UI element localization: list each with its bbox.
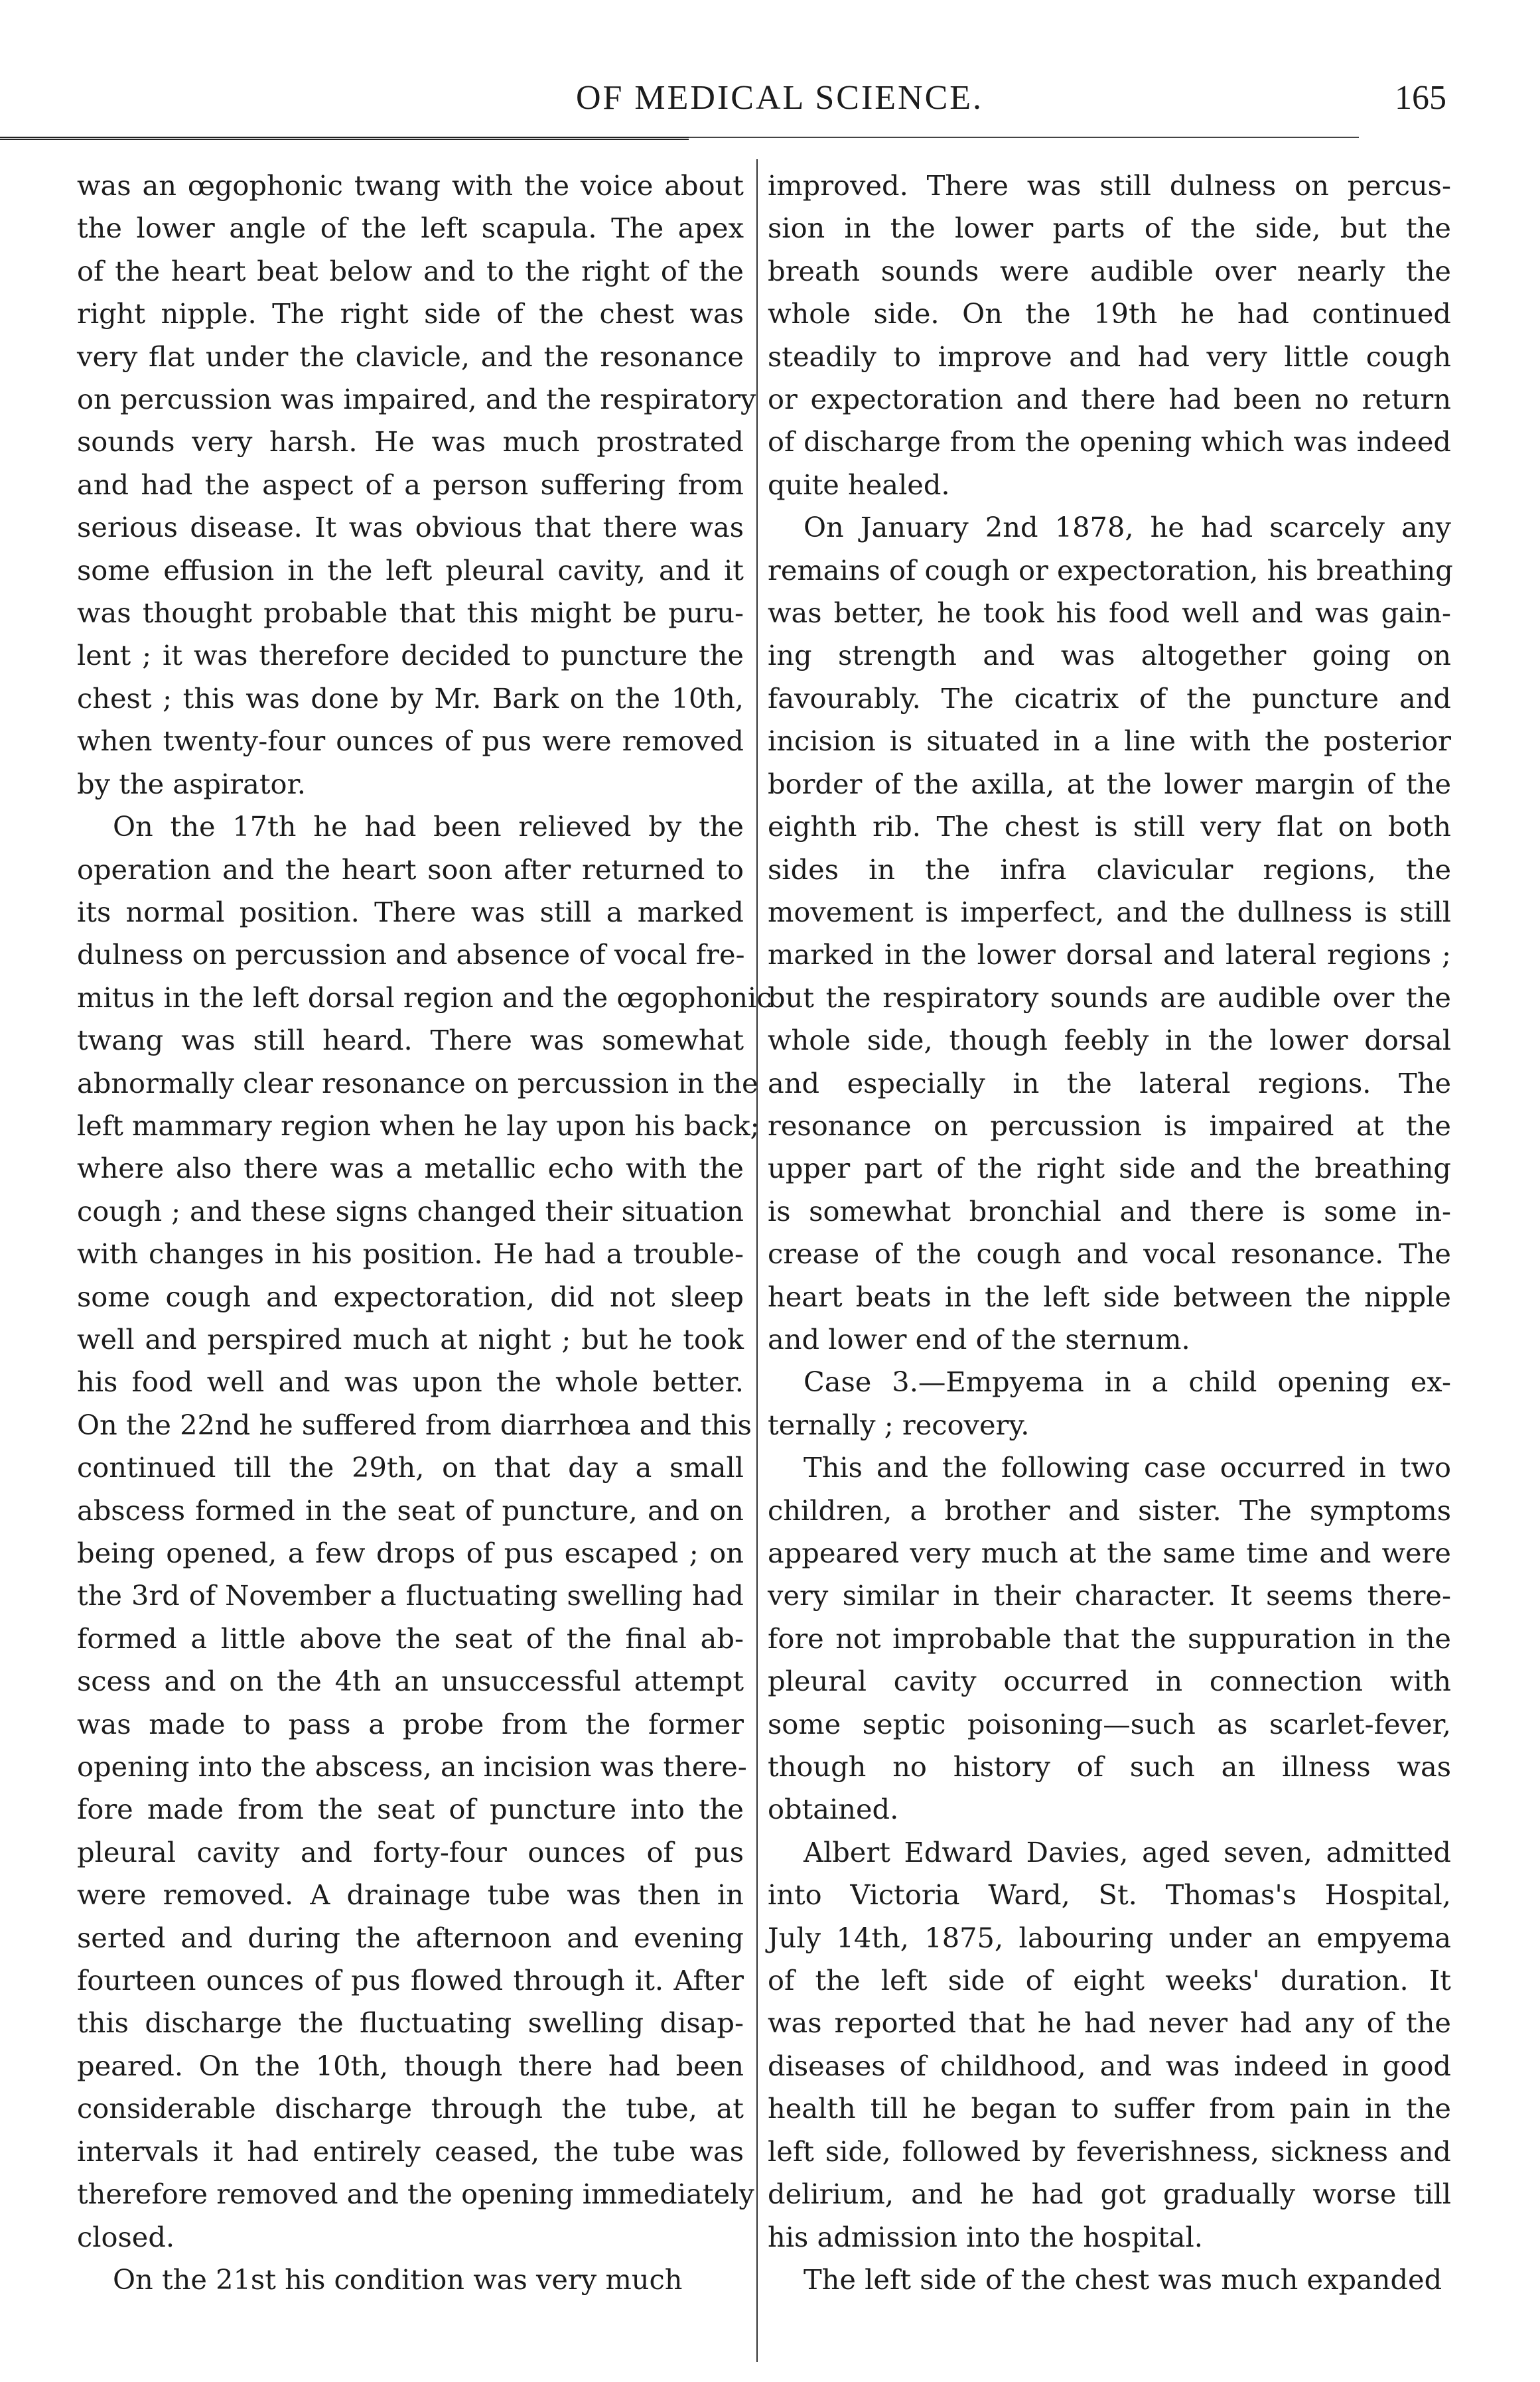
- text-line: ing strength and was altogether going on: [768, 639, 1451, 672]
- text-line: though no history of such an illness was: [768, 1750, 1451, 1784]
- text-line: left side, followed by feverishness, sickness and: [768, 2135, 1451, 2168]
- header-rule-double: [0, 137, 689, 140]
- text-line: his food well and was upon the whole better.: [77, 1366, 744, 1399]
- text-line: closed.: [77, 2220, 175, 2253]
- text-line: was made to pass a probe from the former: [77, 1707, 744, 1740]
- text-line: dulness on percussion and absence of vocal fre-: [77, 938, 745, 971]
- text-line: the lower angle of the left scapula. The apex: [77, 212, 744, 245]
- text-line: left mammary region when he lay upon his back;: [77, 1109, 760, 1142]
- text-line: fore made from the seat of puncture into the: [77, 1793, 744, 1826]
- text-line: whole side, though feebly in the lower dorsal: [768, 1024, 1451, 1057]
- text-line: therefore removed and the opening immediately: [77, 2178, 754, 2211]
- page-number: 165: [1395, 79, 1446, 117]
- text-line: fore not improbable that the suppuration in the: [768, 1622, 1451, 1655]
- text-line: the 3rd of November a fluctuating swelling had: [77, 1579, 744, 1612]
- text-line: diseases of childhood, and was indeed in good: [768, 2049, 1451, 2082]
- text-line: pleural cavity and forty-four ounces of pus: [77, 1835, 744, 1868]
- text-line: was reported that he had never had any of the: [768, 2006, 1451, 2040]
- text-line: with changes in his position. He had a trouble-: [77, 1237, 744, 1271]
- text-line: very similar in their character. It seems there-: [768, 1579, 1451, 1612]
- text-line: border of the axilla, at the lower margin of the: [768, 767, 1451, 800]
- text-line: sides in the infra clavicular regions, the: [768, 853, 1451, 886]
- text-line: delirium, and he had got gradually worse till: [768, 2178, 1451, 2211]
- page-header: [93, 66, 1466, 126]
- text-line: July 14th, 1875, labouring under an empyema: [768, 1921, 1451, 1954]
- text-line: very flat under the clavicle, and the resonance: [77, 340, 744, 373]
- text-line: his admission into the hospital.: [768, 2220, 1203, 2253]
- text-line: some cough and expectoration, did not sleep: [77, 1280, 744, 1313]
- text-line: quite healed.: [768, 468, 950, 501]
- text-line: crease of the cough and vocal resonance. The: [768, 1237, 1451, 1271]
- text-line: this discharge the fluctuating swelling disap-: [77, 2006, 744, 2040]
- text-line: well and perspired much at night ; but he took: [77, 1322, 744, 1356]
- text-line: some effusion in the left pleural cavity, and it: [77, 553, 744, 587]
- text-line: Albert Edward Davies, aged seven, admitted: [804, 1835, 1451, 1868]
- text-line: movement is imperfect, and the dullness is still: [768, 895, 1451, 928]
- text-line: or expectoration and there had been no return: [768, 383, 1451, 416]
- text-line: remains of cough or expectoration, his breathing: [768, 553, 1453, 587]
- text-line: and lower end of the sternum.: [768, 1322, 1190, 1356]
- text-line: considerable discharge through the tube, at: [77, 2092, 744, 2125]
- text-line: On the 22nd he suffered from diarrhœa and this: [77, 1408, 752, 1441]
- text-line: resonance on percussion is impaired at the: [768, 1109, 1451, 1142]
- left-column: [77, 165, 772, 2301]
- text-line: continued till the 29th, on that day a small: [77, 1451, 744, 1484]
- text-line: sounds very harsh. He was much prostrated: [77, 425, 744, 458]
- text-line: pleural cavity occurred in connection with: [768, 1665, 1451, 1698]
- text-line: On the 21st his condition was very much: [113, 2263, 683, 2296]
- text-line: right nipple. The right side of the chest was: [77, 297, 744, 330]
- text-line: but the respiratory sounds are audible over the: [768, 981, 1451, 1014]
- text-line: The left side of the chest was much expanded: [804, 2263, 1442, 2296]
- text-line: Case 3.—Empyema in a child opening ex-: [804, 1366, 1451, 1399]
- text-line: chest ; this was done by Mr. Bark on the 10th,: [77, 681, 744, 715]
- text-line: on percussion was impaired, and the respiratory: [77, 383, 756, 416]
- text-line: appeared very much at the same time and were: [768, 1537, 1451, 1569]
- right-column: [768, 165, 1451, 2301]
- text-line: its normal position. There was still a marked: [77, 895, 744, 928]
- text-line: opening into the abscess, an incision was there-: [77, 1750, 747, 1784]
- text-line: whole side. On the 19th he had continued: [768, 297, 1451, 330]
- text-line: children, a brother and sister. The symptoms: [768, 1494, 1451, 1527]
- text-line: On January 2nd 1878, he had scarcely any: [804, 511, 1451, 544]
- text-line: was thought probable that this might be puru-: [77, 596, 744, 630]
- text-line: sion in the lower parts of the side, but the: [768, 212, 1451, 245]
- text-line: This and the following case occurred in two: [804, 1451, 1451, 1484]
- text-line: serious disease. It was obvious that there was: [77, 511, 744, 544]
- text-line: ternally ; recovery.: [768, 1408, 1030, 1441]
- text-line: by the aspirator.: [77, 767, 306, 800]
- text-line: being opened, a few drops of pus escaped ; on: [77, 1537, 744, 1569]
- text-line: of the heart beat below and to the right of the: [77, 254, 744, 287]
- text-line: heart beats in the left side between the nipple: [768, 1280, 1451, 1313]
- text-line: On the 17th he had been relieved by the: [113, 810, 744, 843]
- text-line: steadily to improve and had very little cough: [768, 340, 1451, 373]
- text-line: and especially in the lateral regions. The: [768, 1066, 1451, 1099]
- text-line: were removed. A drainage tube was then in: [77, 1878, 744, 1912]
- text-line: of the left side of eight weeks' duration. It: [768, 1964, 1451, 1997]
- text-line: when twenty-four ounces of pus were removed: [77, 725, 744, 758]
- text-line: eighth rib. The chest is still very flat on both: [768, 810, 1451, 843]
- text-line: breath sounds were audible over nearly the: [768, 254, 1451, 287]
- text-line: formed a little above the seat of the final ab-: [77, 1622, 744, 1655]
- text-line: serted and during the afternoon and evening: [77, 1921, 744, 1954]
- text-line: marked in the lower dorsal and lateral regions ;: [768, 938, 1451, 971]
- text-line: was better, he took his food well and was gain-: [768, 596, 1451, 630]
- text-line: cough ; and these signs changed their situation: [77, 1194, 744, 1227]
- text-line: fourteen ounces of pus flowed through it. After: [77, 1964, 744, 1997]
- text-line: health till he began to suffer from pain in the: [768, 2092, 1451, 2125]
- text-line: operation and the heart soon after returned to: [77, 853, 744, 886]
- text-line: abscess formed in the seat of puncture, and on: [77, 1494, 744, 1527]
- text-line: scess and on the 4th an unsuccessful attempt: [77, 1665, 744, 1698]
- text-line: was an œgophonic twang with the voice about: [77, 169, 744, 202]
- text-line: abnormally clear resonance on percussion in the: [77, 1066, 758, 1099]
- header-rule-thin: [689, 137, 1359, 138]
- column-divider: [756, 159, 758, 2362]
- text-line: and had the aspect of a person suffering from: [77, 468, 744, 501]
- text-line: upper part of the right side and the breathing: [768, 1152, 1451, 1185]
- text-line: of discharge from the opening which was indeed: [768, 425, 1451, 458]
- text-line: obtained.: [768, 1793, 899, 1826]
- text-line: intervals it had entirely ceased, the tube was: [77, 2135, 744, 2168]
- text-line: incision is situated in a line with the posterior: [768, 725, 1451, 758]
- text-line: some septic poisoning—such as scarlet-fever,: [768, 1707, 1451, 1740]
- text-line: into Victoria Ward, St. Thomas's Hospital,: [768, 1878, 1451, 1912]
- text-line: twang was still heard. There was somewhat: [77, 1024, 744, 1057]
- running-head: OF MEDICAL SCIENCE.: [575, 79, 984, 117]
- text-line: lent ; it was therefore decided to puncture the: [77, 639, 744, 672]
- text-line: where also there was a metallic echo with the: [77, 1152, 744, 1185]
- text-line: improved. There was still dulness on percus-: [768, 169, 1451, 202]
- text-line: mitus in the left dorsal region and the œgophonic: [77, 981, 772, 1014]
- text-line: is somewhat bronchial and there is some in-: [768, 1194, 1451, 1227]
- text-line: peared. On the 10th, though there had been: [77, 2049, 744, 2082]
- text-line: favourably. The cicatrix of the puncture and: [768, 681, 1451, 715]
